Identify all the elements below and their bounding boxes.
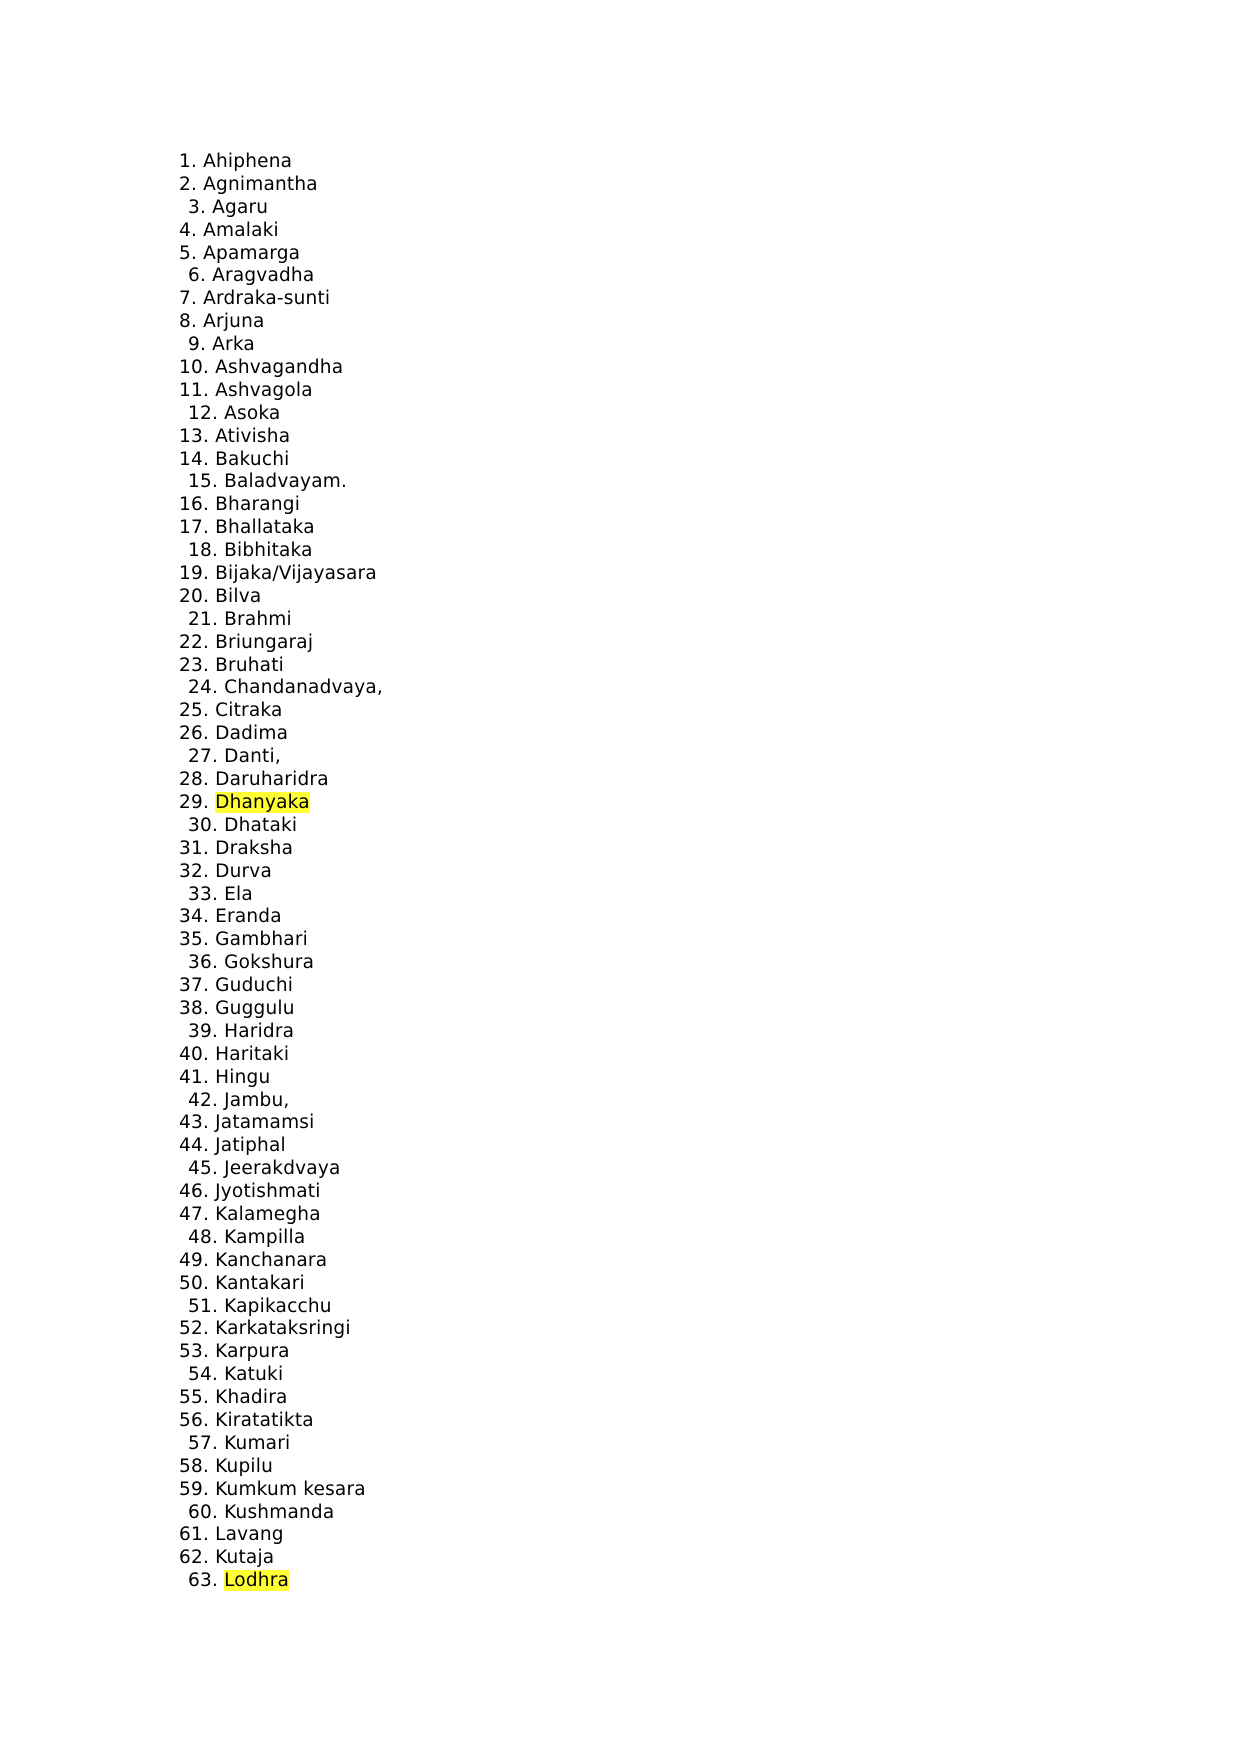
- item-number: 3.: [188, 196, 207, 218]
- herb-name: Haridra: [224, 1020, 295, 1042]
- herb-name: Kapikacchu: [224, 1295, 332, 1317]
- list-item: [179, 1570, 383, 1593]
- list-item: [179, 792, 383, 815]
- item-number: 26.: [179, 723, 210, 745]
- item-number: 8.: [179, 311, 198, 333]
- list-item: [179, 151, 383, 174]
- herb-name: Haritaki: [215, 1043, 290, 1065]
- item-number: 48.: [188, 1226, 219, 1248]
- herb-name: Guggulu: [215, 997, 295, 1019]
- herb-name: Briungaraj: [215, 631, 314, 653]
- list-item: [179, 1135, 383, 1158]
- list-item: [179, 540, 383, 563]
- list-item: [179, 1044, 383, 1067]
- herb-name: Ahiphena: [203, 151, 293, 172]
- herb-name: Kutaja: [215, 1547, 275, 1569]
- herb-name: Gambhari: [215, 929, 308, 951]
- herb-name: Agaru: [212, 196, 269, 218]
- item-number: 21.: [188, 608, 219, 630]
- list-item: [179, 609, 383, 632]
- herb-name: Lavang: [215, 1524, 284, 1546]
- list-item: [179, 1318, 383, 1341]
- item-number: 27.: [188, 746, 219, 768]
- item-number: 1.: [179, 151, 198, 172]
- list-item: [179, 1067, 383, 1090]
- list-item: [179, 1090, 383, 1113]
- herb-name: Ardraka-sunti: [203, 288, 331, 310]
- list-item: [179, 288, 383, 311]
- item-number: 41.: [179, 1066, 210, 1088]
- herb-name: Kiratatikta: [215, 1409, 314, 1431]
- herb-name: Agnimantha: [203, 173, 318, 195]
- list-item: [179, 723, 383, 746]
- list-item: [179, 884, 383, 907]
- list-item: [179, 220, 383, 243]
- item-number: 17.: [179, 517, 210, 539]
- herb-name: Durva: [215, 860, 272, 882]
- herb-name: Jambu,: [224, 1089, 290, 1111]
- list-item: [179, 403, 383, 426]
- item-number: 9.: [188, 334, 207, 356]
- herb-name: Danti,: [224, 746, 281, 768]
- item-number: 39.: [188, 1020, 219, 1042]
- item-number: 30.: [188, 814, 219, 836]
- herb-name: Draksha: [215, 837, 294, 859]
- list-item: [179, 746, 383, 769]
- item-number: 18.: [188, 540, 219, 562]
- list-item: [179, 1479, 383, 1502]
- item-number: 22.: [179, 631, 210, 653]
- herb-name: Hingu: [215, 1066, 271, 1088]
- list-item: [179, 1387, 383, 1410]
- herb-name: Jatamamsi: [215, 1112, 315, 1134]
- herb-name: Kantakari: [215, 1272, 305, 1294]
- item-number: 10.: [179, 357, 210, 379]
- list-item: [179, 243, 383, 266]
- list-item: [179, 815, 383, 838]
- list-item: [179, 1410, 383, 1433]
- list-item: [179, 906, 383, 929]
- item-number: 5.: [179, 242, 198, 264]
- list-item: [179, 449, 383, 472]
- list-item: [179, 1364, 383, 1387]
- item-number: 4.: [179, 219, 198, 241]
- herb-name: Arjuna: [203, 311, 265, 333]
- item-number: 47.: [179, 1203, 210, 1225]
- item-number: 20.: [179, 585, 210, 607]
- item-number: 58.: [179, 1455, 210, 1477]
- herb-name: Kanchanara: [215, 1249, 328, 1271]
- list-item: [179, 1502, 383, 1525]
- list-item: [179, 311, 383, 334]
- list-item: [179, 494, 383, 517]
- item-number: 59.: [179, 1478, 210, 1500]
- item-number: 24.: [188, 677, 219, 699]
- list-item: [179, 265, 383, 288]
- item-number: 45.: [188, 1158, 219, 1180]
- item-number: 54.: [188, 1364, 219, 1386]
- list-item: [179, 1021, 383, 1044]
- item-number: 62.: [179, 1547, 210, 1569]
- item-number: 40.: [179, 1043, 210, 1065]
- herb-name: Karpura: [215, 1341, 290, 1363]
- herb-name: Bhallataka: [215, 517, 315, 539]
- item-number: 63.: [188, 1570, 219, 1592]
- herb-name: Jatiphal: [215, 1135, 286, 1157]
- list-item: [179, 861, 383, 884]
- list-item: [179, 929, 383, 952]
- item-number: 16.: [179, 494, 210, 516]
- item-number: 42.: [188, 1089, 219, 1111]
- item-number: 46.: [179, 1181, 210, 1203]
- list-item: [179, 1181, 383, 1204]
- herb-name: Kushmanda: [224, 1501, 335, 1523]
- list-item: [179, 1547, 383, 1570]
- item-number: 44.: [179, 1135, 210, 1157]
- item-number: 37.: [179, 975, 210, 997]
- list-item: [179, 769, 383, 792]
- highlighted-herb-name: Dhanyaka: [215, 791, 310, 813]
- list-item: [179, 471, 383, 494]
- herb-name: Jeerakdvaya: [224, 1158, 341, 1180]
- item-number: 6.: [188, 265, 207, 287]
- highlighted-herb-name: Lodhra: [224, 1570, 290, 1592]
- item-number: 7.: [179, 288, 198, 310]
- herb-name: Eranda: [215, 906, 282, 928]
- list-item: [179, 1158, 383, 1181]
- herb-name: Chandanadvaya,: [224, 677, 383, 699]
- list-item: [179, 197, 383, 220]
- item-number: 13.: [179, 425, 210, 447]
- item-number: 43.: [179, 1112, 210, 1134]
- herb-name: Citraka: [215, 700, 283, 722]
- list-item: [179, 632, 383, 655]
- list-item: [179, 563, 383, 586]
- herb-name: Ativisha: [215, 425, 291, 447]
- list-item: [179, 998, 383, 1021]
- herb-name: Jyotishmati: [215, 1181, 321, 1203]
- item-number: 38.: [179, 997, 210, 1019]
- herb-name: Ashvagandha: [215, 357, 344, 379]
- herb-name: Asoka: [224, 402, 281, 424]
- item-number: 53.: [179, 1341, 210, 1363]
- herb-name: Amalaki: [203, 219, 279, 241]
- list-item: [179, 174, 383, 197]
- list-item: [179, 655, 383, 678]
- herb-name: Karkataksringi: [215, 1318, 351, 1340]
- item-number: 36.: [188, 952, 219, 974]
- list-item: [179, 1112, 383, 1135]
- herb-name: Kalamegha: [215, 1203, 321, 1225]
- list-item: [179, 517, 383, 540]
- herb-name: Kumkum kesara: [215, 1478, 366, 1500]
- list-item: [179, 1296, 383, 1319]
- herb-name: Brahmi: [224, 608, 292, 630]
- item-number: 35.: [179, 929, 210, 951]
- herb-name: Apamarga: [203, 242, 301, 264]
- list-item: [179, 1250, 383, 1273]
- item-number: 34.: [179, 906, 210, 928]
- list-item: [179, 1456, 383, 1479]
- item-number: 51.: [188, 1295, 219, 1317]
- herb-name: Aragvadha: [212, 265, 315, 287]
- list-item: [179, 1227, 383, 1250]
- herb-name: Baladvayam.: [224, 471, 348, 493]
- herb-name: Khadira: [215, 1387, 288, 1409]
- item-number: 49.: [179, 1249, 210, 1271]
- item-number: 32.: [179, 860, 210, 882]
- list-item: [179, 838, 383, 861]
- list-item: [179, 380, 383, 403]
- list-item: [179, 700, 383, 723]
- item-number: 14.: [179, 448, 210, 470]
- item-number: 50.: [179, 1272, 210, 1294]
- item-number: 55.: [179, 1387, 210, 1409]
- item-number: 25.: [179, 700, 210, 722]
- herb-name: Ela: [224, 883, 253, 905]
- list-item: [179, 1273, 383, 1296]
- herb-name: Bibhitaka: [224, 540, 313, 562]
- list-item: [179, 357, 383, 380]
- item-number: 23.: [179, 654, 210, 676]
- herb-name: Dadima: [215, 723, 289, 745]
- herb-name: Kampilla: [224, 1226, 306, 1248]
- list-item: [179, 1433, 383, 1456]
- list-item: [179, 1204, 383, 1227]
- list-item: [179, 1524, 383, 1547]
- item-number: 19.: [179, 563, 210, 585]
- list-item: [179, 952, 383, 975]
- item-number: 60.: [188, 1501, 219, 1523]
- list-item: [179, 1341, 383, 1364]
- item-number: 52.: [179, 1318, 210, 1340]
- item-number: 15.: [188, 471, 219, 493]
- herb-name: Bharangi: [215, 494, 301, 516]
- list-item: [179, 677, 383, 700]
- herb-name: Bijaka/Vijayasara: [215, 563, 377, 585]
- herb-name: Daruharidra: [215, 769, 329, 791]
- list-item: [179, 586, 383, 609]
- item-number: 56.: [179, 1409, 210, 1431]
- herb-name: Bilva: [215, 585, 262, 607]
- item-number: 11.: [179, 379, 210, 401]
- item-number: 12.: [188, 402, 219, 424]
- list-item: [179, 975, 383, 998]
- list-item: [179, 426, 383, 449]
- item-number: 57.: [188, 1432, 219, 1454]
- herb-name: Guduchi: [215, 975, 294, 997]
- item-number: 29.: [179, 791, 210, 813]
- item-number: 31.: [179, 837, 210, 859]
- herb-name: Bakuchi: [215, 448, 290, 470]
- herb-name: Ashvagola: [215, 379, 313, 401]
- herb-name: Gokshura: [224, 952, 315, 974]
- herb-name: Bruhati: [215, 654, 285, 676]
- herb-list: [179, 151, 383, 1593]
- item-number: 28.: [179, 769, 210, 791]
- list-item: [179, 334, 383, 357]
- herb-name: Kupilu: [215, 1455, 274, 1477]
- item-number: 2.: [179, 173, 198, 195]
- herb-name: Kumari: [224, 1432, 291, 1454]
- item-number: 33.: [188, 883, 219, 905]
- herb-name: Katuki: [224, 1364, 284, 1386]
- herb-name: Dhataki: [224, 814, 298, 836]
- herb-name: Arka: [212, 334, 255, 356]
- item-number: 61.: [179, 1524, 210, 1546]
